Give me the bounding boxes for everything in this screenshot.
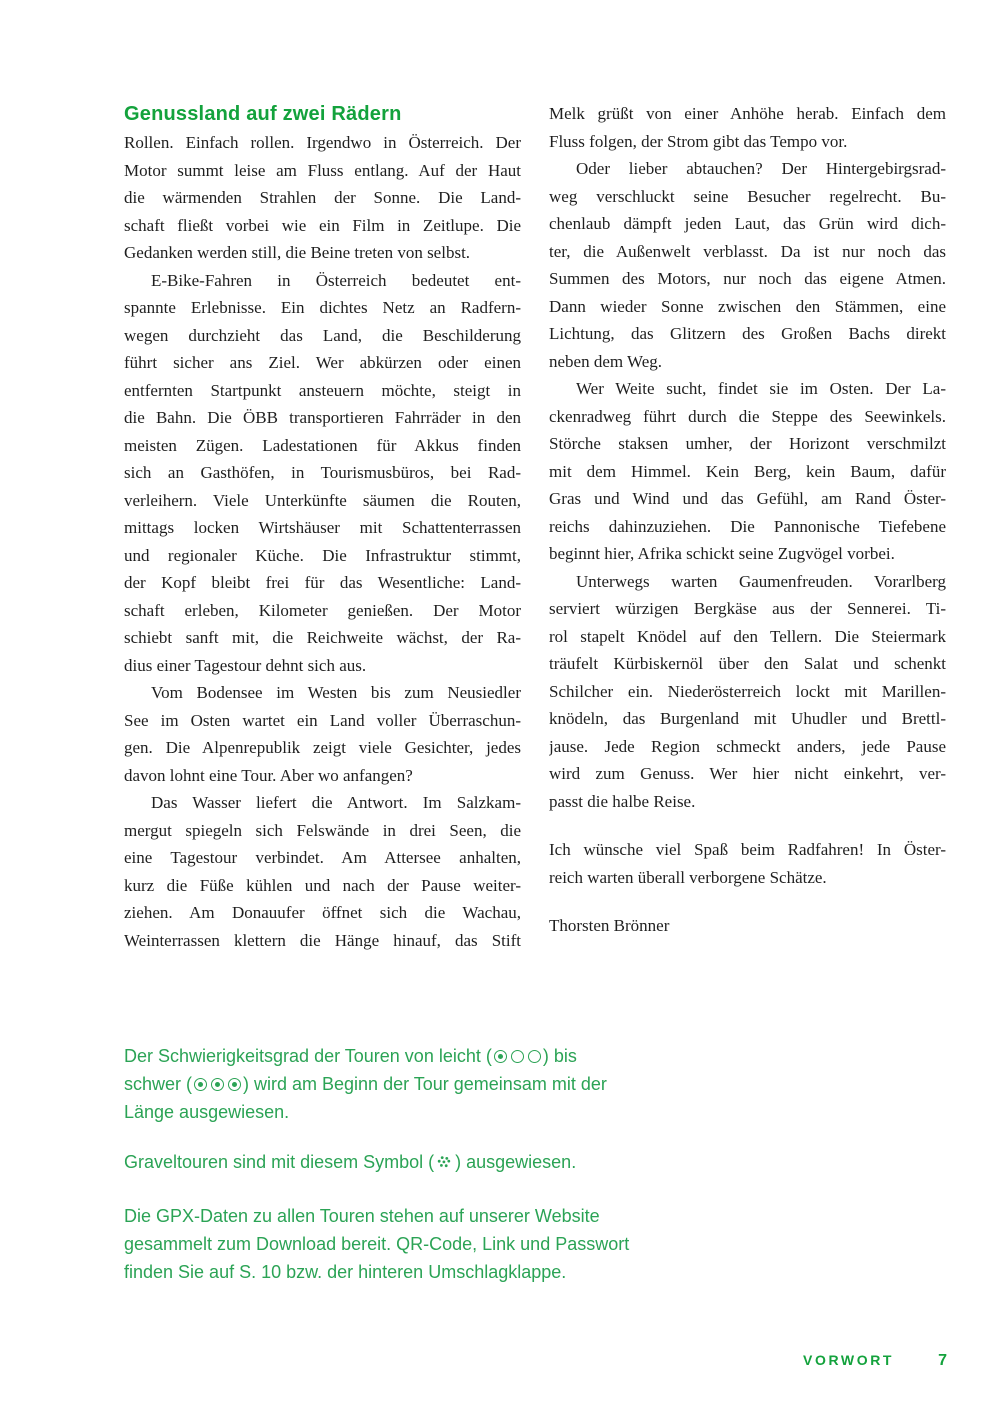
- text-line: mergut spiegeln sich Felswände in drei Seen, die: [124, 820, 521, 840]
- circle-empty-icon: [528, 1050, 541, 1063]
- text-line: finden Sie auf S. 10 bzw. der hinteren Umschlagklappe.: [124, 1262, 567, 1282]
- text-line: E-Bike-Fahren in Österreich bedeutet ent-: [151, 270, 521, 290]
- paragraph: [549, 568, 946, 816]
- paragraph: [124, 789, 521, 954]
- text-line: Vom Bodensee im Westen bis zum Neusiedler: [151, 683, 521, 702]
- text-line: Lichtung, das Glitzern des Großen Bachs direkt: [549, 324, 946, 343]
- note-text: ) wird am Beginn der Tour gemeinsam mit der: [243, 1074, 607, 1094]
- text-line: Störche staksen umher, der Horizont verschmilzt: [549, 434, 946, 453]
- column-left: [124, 100, 521, 954]
- difficulty-note: [124, 1042, 684, 1126]
- text-line: Dann wieder Sonne zwischen den Stämmen, eine: [549, 296, 946, 316]
- text-line: die wärmenden Strahlen der Sonne. Die Land-: [124, 188, 521, 207]
- circle-filled-icon: [194, 1078, 207, 1091]
- text-line: und regionaler Küche. Die Infrastruktur stimmt,: [124, 545, 521, 565]
- text-line: Summen des Motors, nur noch das eigene Atmen.: [549, 269, 946, 288]
- text-line: schaft erleben, Kilometer genießen. Der Motor: [124, 600, 521, 620]
- text-line: weg verschluckt seine Besucher regelrecht. Bu-: [549, 186, 946, 206]
- text-line: Gras und Wind und das Gefühl, am Rand Öster-: [549, 489, 946, 508]
- gravel-dots-icon: [436, 1155, 453, 1169]
- text-line: gen. Die Alpenrepublik zeigt viele Gesichter, jedes: [124, 738, 521, 757]
- circle-filled-icon: [494, 1050, 507, 1063]
- text-line: Schilcher ein. Niederösterreich lockt mit Marillen-: [549, 681, 946, 701]
- text-line: träufelt Kürbiskernöl über den Salat und schenkt: [549, 654, 946, 673]
- text-line: [124, 1070, 684, 1098]
- page-title: Genussland auf zwei Rädern: [124, 103, 402, 125]
- gpx-note: [124, 1202, 684, 1286]
- text-line: reichs dahinzuziehen. Die Pannonische Tiefebene: [549, 516, 946, 536]
- text-line: Motor summt leise am Fluss entlang. Auf der Haut: [124, 160, 521, 180]
- text-line: dius einer Tagestour dehnt sich aus.: [124, 655, 367, 675]
- difficulty-hard-symbol: [194, 1078, 241, 1091]
- text-line: davon lohnt eine Tour. Aber wo anfangen?: [124, 765, 413, 785]
- text-line: wird zum Genuss. Wer hier nicht einkehrt, ver-: [549, 764, 946, 783]
- text-line: beginnt hier, Afrika schickt seine Zugvögel vorbei.: [549, 544, 895, 563]
- text-line: wegen durchzieht das Land, die Beschilderung: [124, 325, 521, 345]
- paragraph: [549, 836, 946, 891]
- note-text: ) ausgewiesen.: [455, 1152, 577, 1172]
- text-line: passt die halbe Reise.: [549, 791, 696, 811]
- text-line: neben dem Weg.: [549, 351, 663, 371]
- text-line: eine Tagestour verbindet. Am Attersee anhalten,: [124, 848, 521, 867]
- text-line: Oder lieber abtauchen? Der Hintergebirgsrad-: [576, 159, 946, 178]
- text-line: schaft fließt vorbei wie ein Film in Zeitlupe. Die: [124, 215, 521, 235]
- paragraph: [124, 267, 521, 680]
- text-line: schiebt sanft mit, die Reichweite wächst, der Ra-: [124, 628, 521, 647]
- text-line: mittags locken Wirtshäuser mit Schattenterrassen: [124, 518, 521, 537]
- paragraph: [549, 155, 946, 375]
- text-line: meisten Zügen. Ladestationen für Akkus finden: [124, 435, 521, 455]
- paragraph: [124, 679, 521, 789]
- text-line: serviert würzigen Bergkäse aus der Sennerei. Ti-: [549, 599, 946, 618]
- note-text: schwer (: [124, 1074, 193, 1094]
- text-line: knödeln, das Burgenland mit Uhudler und Brettl-: [549, 709, 946, 728]
- text-line: verleihern. Viele Unterkünfte säumen die Routen,: [124, 490, 521, 510]
- gravel-note: [124, 1148, 684, 1176]
- text-line: sich an Gasthöfen, in Tourismusbüros, bei Rad-: [124, 463, 521, 482]
- text-line: Melk grüßt von einer Anhöhe herab. Einfach dem: [549, 104, 946, 123]
- text-line: Ich wünsche viel Spaß beim Radfahren! In Öster-: [549, 840, 946, 859]
- text-line: führt sicher ans Ziel. Wer abkürzen oder einen: [124, 353, 521, 372]
- note-text: Graveltouren sind mit diesem Symbol (: [124, 1152, 435, 1172]
- note-text: Der Schwierigkeitsgrad der Touren von leicht (: [124, 1046, 492, 1066]
- paragraph: [124, 129, 521, 267]
- text-line: Rollen. Einfach rollen. Irgendwo in Österreich. Der: [124, 133, 521, 152]
- circle-filled-icon: [228, 1078, 241, 1091]
- circle-empty-icon: [511, 1050, 524, 1063]
- column-right: [549, 100, 946, 954]
- page-footer: [803, 1352, 947, 1370]
- text-line: [124, 1042, 684, 1070]
- text-line: Weinterrassen klettern die Hänge hinauf, das Stift: [124, 930, 521, 950]
- text-line: mit dem Himmel. Kein Berg, kein Baum, dafür: [549, 461, 946, 481]
- footer-page-number: 7: [938, 1352, 947, 1369]
- text-line: der Kopf bleibt frei für das Wesentliche: Land-: [124, 573, 521, 592]
- paragraph: [549, 375, 946, 568]
- text-line: reich warten überall verborgene Schätze.: [549, 867, 827, 887]
- text-line: ckenradweg führt durch die Steppe des Seewinkels.: [549, 406, 946, 426]
- text-line: Das Wasser liefert die Antwort. Im Salzkam-: [151, 793, 521, 812]
- footer-section-label: VORWORT: [803, 1352, 895, 1368]
- text-line: Fluss folgen, der Strom gibt das Tempo vor.: [549, 131, 848, 151]
- circle-filled-icon: [211, 1078, 224, 1091]
- text-line: ter, die Außenwelt verblasst. Da ist nur noch das: [549, 241, 946, 261]
- text-line: die Bahn. Die ÖBB transportieren Fahrräder in den: [124, 408, 521, 427]
- text-line: Thorsten Brönner: [549, 916, 670, 935]
- paragraph: [549, 100, 946, 155]
- text-line: See im Osten wartet ein Land voller Überraschun-: [124, 710, 521, 730]
- text-line: Unterwegs warten Gaumenfreuden. Vorarlberg: [576, 571, 946, 591]
- article: [124, 100, 946, 954]
- text-line: chenlaub dämpft jeden Laut, das Grün wird dich-: [549, 214, 946, 233]
- text-line: gesammelt zum Download bereit. QR-Code, Link und Passwort: [124, 1234, 630, 1254]
- note-text: ) bis: [542, 1046, 577, 1066]
- difficulty-easy-symbol: [494, 1050, 541, 1063]
- text-line: entfernten Startpunkt ansteuern möchte, steigt in: [124, 380, 521, 400]
- text-line: spannte Erlebnisse. Ein dichtes Netz an Radfern-: [124, 298, 521, 317]
- text-line: rol stapelt Knödel auf den Tellern. Die Steiermark: [549, 626, 946, 646]
- text-line: kurz die Füße kühlen und nach der Pause weiter-: [124, 875, 521, 895]
- text-line: jause. Jede Region schmeckt anders, jede Pause: [549, 736, 946, 756]
- text-line: Länge ausgewiesen.: [124, 1102, 290, 1122]
- text-line: Wer Weite sucht, findet sie im Osten. Der La-: [576, 379, 946, 398]
- notes-section: [124, 1042, 684, 1286]
- text-line: ziehen. Am Donauufer öffnet sich die Wachau,: [124, 903, 521, 922]
- paragraph: [549, 912, 946, 940]
- text-line: Die GPX-Daten zu allen Touren stehen auf unserer Website: [124, 1206, 600, 1226]
- text-line: Gedanken werden still, die Beine treten von selbst.: [124, 243, 471, 262]
